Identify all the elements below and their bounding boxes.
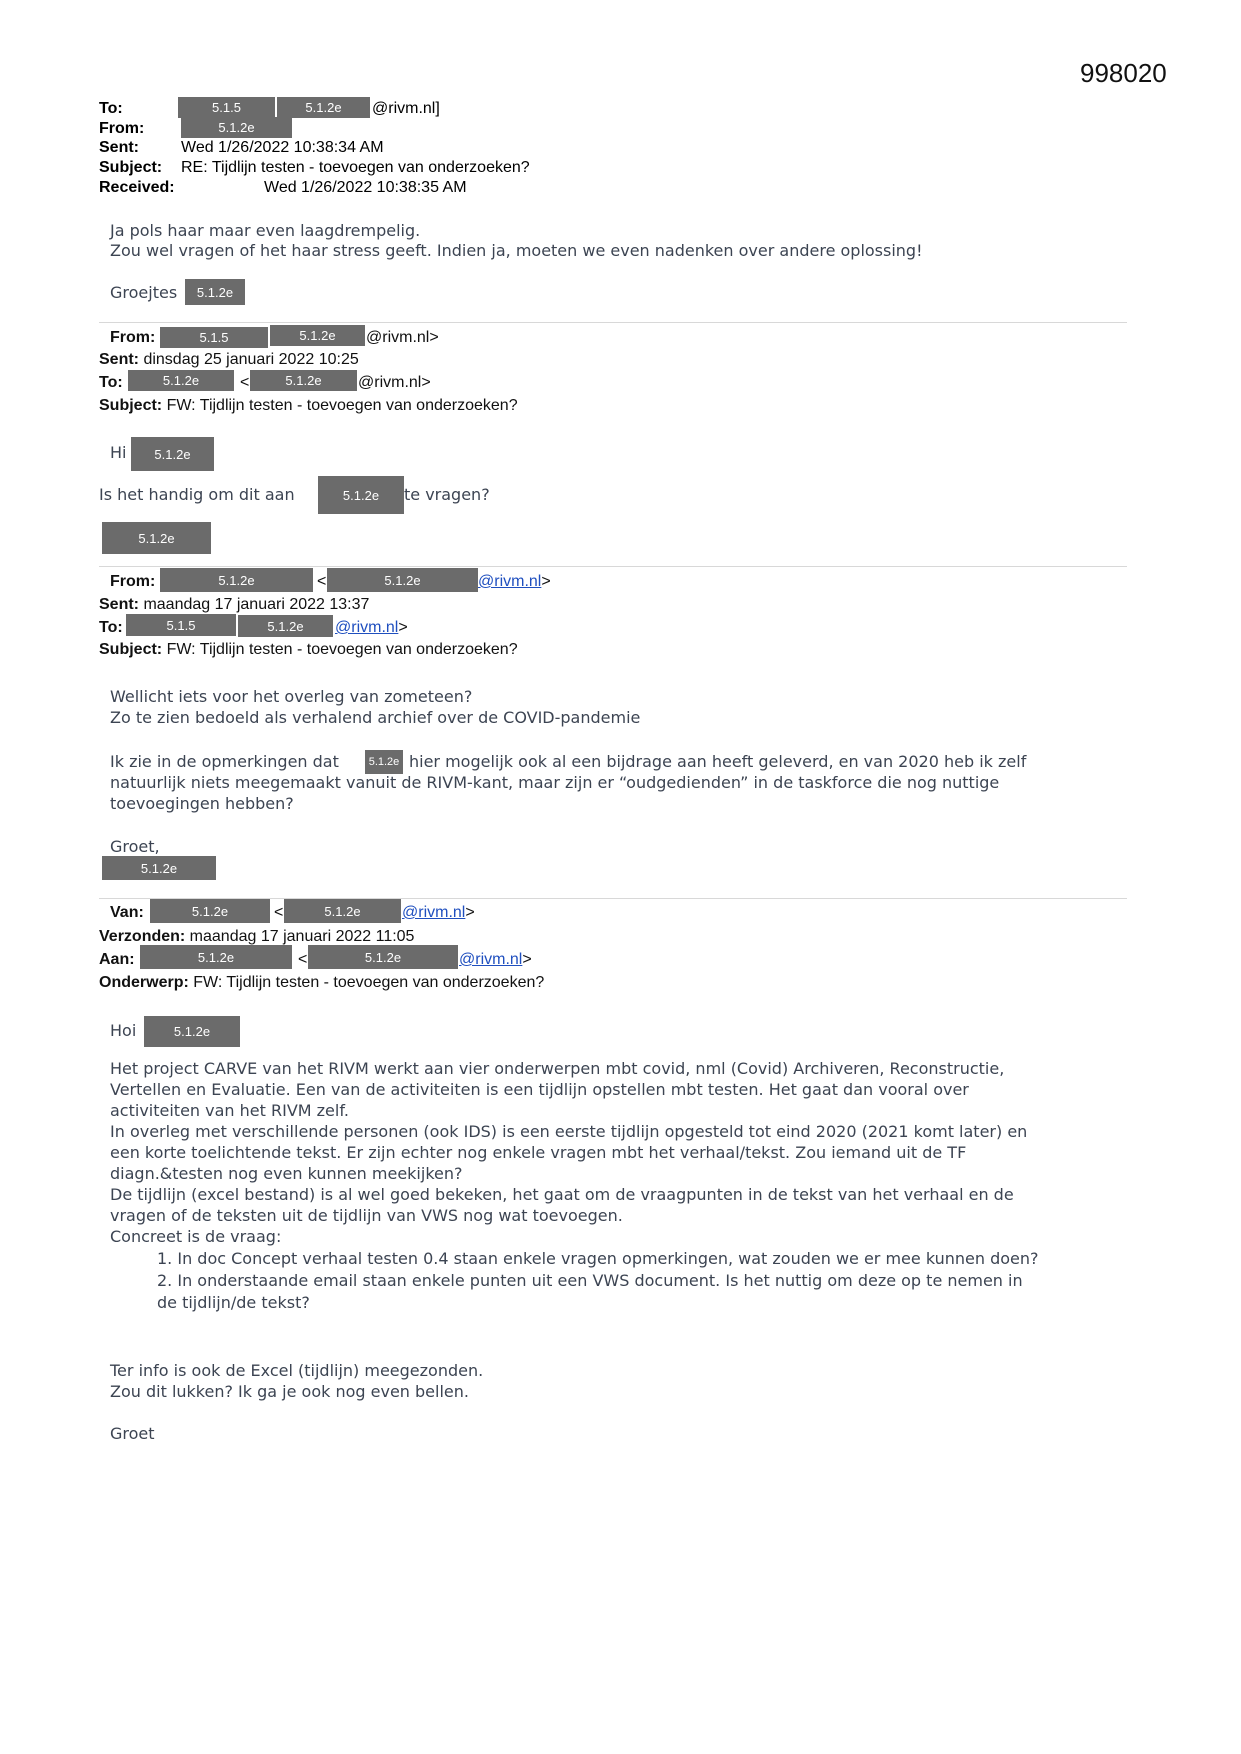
- msg2-question-b: te vragen?: [404, 485, 490, 504]
- msg4-line: De tijdlijn (excel bestand) is al wel goed bekeken, het gaat om de vraagpunten in de tekst van het verhaal en de: [110, 1185, 1014, 1204]
- email-link[interactable]: @rivm.nl: [459, 951, 523, 968]
- msg4-closing1: Ter info is ook de Excel (tijdlijn) meegezonden.: [110, 1361, 484, 1380]
- redaction-block: 5.1.5: [178, 97, 275, 118]
- msg4-closing2: Zou dit lukken? Ik ga je ook nog even bellen.: [110, 1382, 469, 1401]
- msg3-subject: Subject: FW: Tijdlijn testen - toevoegen van onderzoeken?: [99, 641, 518, 658]
- to-address-suffix: @rivm.nl]: [372, 100, 440, 117]
- msg4-line: Het project CARVE van het RIVM werkt aan vier onderwerpen mbt covid, nml (Covid) Archiveren, Reconstructie,: [110, 1059, 1005, 1078]
- sent-value: Wed 1/26/2022 10:38:34 AM: [181, 139, 384, 156]
- document-number: 998020: [1080, 58, 1167, 88]
- msg4-aan-lt: <: [298, 951, 308, 968]
- subject-label: Subject:: [99, 159, 163, 176]
- msg2-from-label: From:: [110, 329, 156, 346]
- subject-value: RE: Tijdlijn testen - toevoegen van onderzoeken?: [181, 159, 530, 176]
- msg4-list-item: de tijdlijn/de tekst?: [157, 1293, 310, 1312]
- msg3-from-address: @rivm.nl>: [478, 573, 551, 590]
- msg3-para-d: toevoegingen hebben?: [110, 794, 294, 813]
- msg4-onderwerp: Onderwerp: FW: Tijdlijn testen - toevoegen van onderzoeken?: [99, 974, 545, 991]
- msg4-hoi: Hoi: [110, 1021, 137, 1040]
- msg4-line: activiteiten van het RIVM zelf.: [110, 1101, 349, 1120]
- msg3-to-address: @rivm.nl>: [335, 619, 408, 636]
- redaction-block: 5.1.2e: [181, 117, 292, 138]
- separator: [99, 566, 1127, 567]
- redaction-block: 5.1.2e: [277, 97, 370, 118]
- redaction-block: 5.1.2e: [140, 945, 292, 969]
- msg2-to-suffix: @rivm.nl>: [358, 374, 431, 391]
- msg4-greeting: Groet: [110, 1424, 155, 1443]
- msg4-line: Vertellen en Evaluatie. Een van de activiteiten is een tijdlijn opstellen mbt testen. Het gaat dan vooral over: [110, 1080, 969, 1099]
- msg4-line: diagn.&testen nog even kunnen meekijken?: [110, 1164, 463, 1183]
- redaction-block: 5.1.2e: [144, 1016, 240, 1047]
- msg2-to-lt: <: [240, 374, 250, 391]
- msg4-verzonden: Verzonden: maandag 17 januari 2022 11:05: [99, 928, 415, 945]
- msg2-from-suffix: @rivm.nl>: [366, 329, 439, 346]
- redaction-block: 5.1.5: [160, 327, 268, 348]
- msg4-van-address: @rivm.nl>: [402, 904, 475, 921]
- redaction-block: 5.1.2e: [270, 325, 365, 346]
- redaction-block: 5.1.2e: [318, 476, 404, 514]
- msg2-to-label: To:: [99, 374, 123, 391]
- msg4-list-item: 1. In doc Concept verhaal testen 0.4 staan enkele vragen opmerkingen, wat zouden we er mee kunnen doen?: [157, 1249, 1039, 1268]
- redaction-block: 5.1.2e: [185, 279, 245, 305]
- from-label: From:: [99, 120, 145, 137]
- msg4-list-item: 2. In onderstaande email staan enkele punten uit een VWS document. Is het nuttig om deze op te nemen in: [157, 1271, 1023, 1290]
- redaction-block: 5.1.2e: [102, 856, 216, 880]
- msg3-para-b: hier mogelijk ook al een bijdrage aan heeft geleverd, en van 2020 heb ik zelf: [409, 752, 1027, 771]
- redaction-block: 5.1.2e: [308, 945, 458, 969]
- msg3-to-label: To:: [99, 619, 123, 636]
- redaction-block: 5.1.2e: [238, 615, 333, 637]
- redaction-block: 5.1.2e: [327, 568, 478, 592]
- msg2-hi: Hi: [110, 443, 127, 462]
- msg4-line: vragen of de teksten uit de tijdlijn van VWS nog wat toevoegen.: [110, 1206, 623, 1225]
- msg4-aan-label: Aan:: [99, 951, 135, 968]
- sent-label: Sent:: [99, 139, 139, 156]
- email-link[interactable]: @rivm.nl: [402, 904, 466, 921]
- msg3-greeting: Groet,: [110, 837, 160, 856]
- redaction-block: 5.1.2e: [160, 568, 313, 592]
- msg4-van-lt: <: [274, 904, 284, 921]
- msg1-line2: Zou wel vragen of het haar stress geeft. Indien ja, moeten we even nadenken over andere oplossing!: [110, 241, 923, 260]
- msg3-line2: Zo te zien bedoeld als verhalend archief over de COVID-pandemie: [110, 708, 641, 727]
- msg3-para-c: natuurlijk niets meegemaakt vanuit de RIVM-kant, maar zijn er “oudgedienden” in de taskforce die nog nuttige: [110, 773, 1000, 792]
- redaction-block: 5.1.2e: [128, 370, 234, 391]
- redaction-block: 5.1.5: [126, 614, 236, 636]
- msg4-line: een korte toelichtende tekst. Er zijn echter nog enkele vragen mbt het verhaal/tekst. Zou iemand uit de TF: [110, 1143, 967, 1162]
- redaction-block: 5.1.2e: [102, 522, 211, 554]
- redaction-block: 5.1.2e: [284, 899, 401, 923]
- msg1-greeting: Groejtes: [110, 283, 178, 302]
- msg2-question-a: Is het handig om dit aan: [99, 485, 295, 504]
- received-value: Wed 1/26/2022 10:38:35 AM: [264, 179, 467, 196]
- redaction-block: 5.1.2e: [250, 370, 357, 391]
- redaction-block: 5.1.2e: [365, 750, 403, 774]
- msg4-line: Concreet is de vraag:: [110, 1227, 282, 1246]
- redaction-block: 5.1.2e: [150, 899, 270, 923]
- redaction-block: 5.1.2e: [131, 437, 214, 471]
- msg3-from-lt: <: [317, 573, 327, 590]
- email-link[interactable]: @rivm.nl: [335, 619, 399, 636]
- to-label: To:: [99, 100, 123, 117]
- received-label: Received:: [99, 179, 175, 196]
- msg2-subject: Subject: FW: Tijdlijn testen - toevoegen van onderzoeken?: [99, 397, 518, 414]
- msg4-aan-address: @rivm.nl>: [459, 951, 532, 968]
- msg3-line1: Wellicht iets voor het overleg van zometeen?: [110, 687, 473, 706]
- msg3-sent: Sent: maandag 17 januari 2022 13:37: [99, 596, 370, 613]
- separator: [99, 322, 1127, 323]
- msg3-para-a: Ik zie in de opmerkingen dat: [110, 752, 339, 771]
- msg4-line: In overleg met verschillende personen (ook IDS) is een eerste tijdlijn opgesteld tot eind 2020 (2021 komt later) en: [110, 1122, 1028, 1141]
- msg4-van-label: Van:: [110, 904, 144, 921]
- msg1-line1: Ja pols haar maar even laagdrempelig.: [110, 221, 421, 240]
- msg3-from-label: From:: [110, 573, 156, 590]
- email-link[interactable]: @rivm.nl: [478, 573, 542, 590]
- msg2-sent: Sent: dinsdag 25 januari 2022 10:25: [99, 351, 359, 368]
